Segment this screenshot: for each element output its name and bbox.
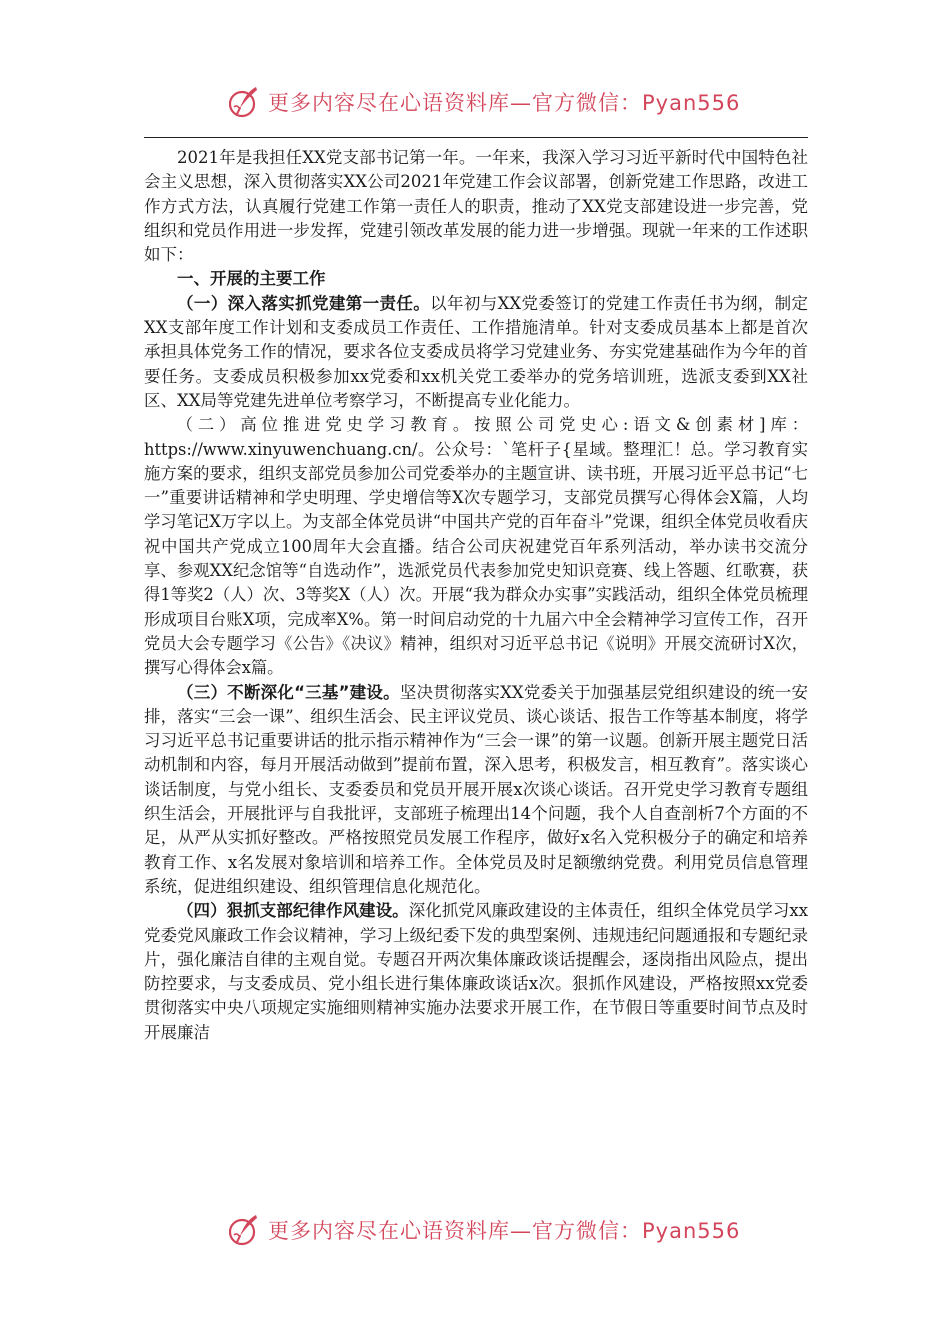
paragraph-4-body: 深化抓党风廉政建设的主体责任，组织全体党员学习xx党委党风廉政工作会议精神，学习上级纪委下发的典型案例、违规违纪问题通报和专题纪录片，强化廉洁自律的主观自觉。专题召开两次集体廉政谈话提醒会，逐岗指出风险点，提出防控要求，与支委成员、党小组长进行集体廉政谈话x次。狠抓作风建设，严格按照xx党委贯彻落实中央八项规定实施细则精神实施办法要求开展工作，在节假日等重要时间节点及时开展廉洁 — [144, 901, 808, 1042]
section-title: 一、开展的主要工作 — [177, 269, 326, 289]
paragraph-2-heading: （二）高位推进党史学习教育。 — [176, 415, 475, 435]
watermark-text: 更多内容尽在心语资料库—官方微信：Pyan556 — [268, 91, 741, 115]
paragraph-1-heading: （一）深入落实抓党建第一责任。 — [177, 293, 431, 313]
paragraph-2 — [144, 413, 808, 680]
paragraph-2-body: 按照公司党史心:语文&创素材]库：https://www.xinyuwenchuang.cn/。公众号：`笔杆子{星域。整理汇！总。学习教育实施方案的要求，组织支部党员参加公司党委举办的主题宣讲、读书班，开展习近平总书记“七一”重要讲话精神和学史明理、学史增信等X次专题学习，支部党员撰写心得体会X篇，人均学习笔记X万字以上。为支部全体党员讲“中国共产党的百年奋斗”党课，组织全体党员收看庆祝中国共产党成立100周年大会直播。结合公司庆祝建党百年系列活动，举办读书交流分享、参观XX纪念馆等“自选动作”，选派党员代表参加党史知识竞赛、线上答题、红歌赛，获得1等奖2（人）次、3等奖X（人）次。开展“我为群众办实事”实践活动，组织全体党员梳理形成项目台账X项，完成率X%。第一时间启动党的十九届六中全会精神学习宣传工作，召开党员大会专题学习《公告》《决议》精神，组织对习近平总书记《说明》开展交流研讨X次，撰写心得体会x篇。 — [144, 415, 808, 678]
quill-pen-logo-icon — [226, 1212, 262, 1248]
section-heading — [144, 267, 808, 291]
paragraph-3-heading: （三）不断深化“三基”建设。 — [177, 682, 400, 702]
paragraph-4 — [144, 899, 808, 1045]
intro-paragraph: 2021年是我担任XX党支部书记第一年。一年来，我深入学习习近平新时代中国特色社会主义思想，深入贯彻落实XX公司2021年党建工作会议部署，创新党建工作思路，改进工作方式方法，认真履行党建工作第一责任人的职责，推动了XX党支部建设进一步完善，党组织和党员作用进一步发挥，党建引领改革发展的能力进一步增强。现就一年来的工作述职如下： — [144, 148, 808, 265]
quill-pen-logo-icon — [226, 84, 262, 120]
header-divider — [144, 137, 808, 138]
paragraph-4-heading: （四）狠抓支部纪律作风建设。 — [177, 901, 409, 921]
document-body — [144, 146, 808, 1045]
watermark-text: 更多内容尽在心语资料库—官方微信：Pyan556 — [268, 1219, 741, 1243]
paragraph-1-body: 以年初与XX党委签订的党建工作责任书为纲，制定XX支部年度工作计划和支委成员工作责任、工作措施清单。针对支委成员基本上都是首次承担具体党务工作的情况，要求各位支委成员将学习党建业务、夯实党建基础作为今年的首要任务。支委成员积极参加xx党委和xx机关党工委举办的党务培训班，选派支委到XX社区、XX局等党建先进单位考察学习，不断提高专业化能力。 — [144, 293, 808, 410]
footer-watermark-banner — [226, 1210, 746, 1250]
paragraph-3-body: 坚决贯彻落实XX党委关于加强基层党组织建设的统一安排，落实“三会一课”、组织生活会、民主评议党员、谈心谈话、报告工作等基本制度，将学习习近平总书记重要讲话的批示指示精神作为“三会一课”的第一议题。创新开展主题党日活动机制和内容，每月开展活动做到”提前布置，深入思考，积极发言，相互教育”。落实谈心谈话制度，与党小组长、支委委员和党员开展开展x次谈心谈话。召开党史学习教育专题组织生活会，开展批评与自我批评，支部班子梳理出14个问题，我个人自查剖析7个方面的不足，从严从实抓好整改。严格按照党员发展工作程序，做好x名入党积极分子的确定和培养教育工作、x名发展对象培训和培养工作。全体党员及时足额缴纳党费。利用党员信息管理系统，促进组织建设、组织管理信息化规范化。 — [144, 682, 808, 896]
paragraph-3 — [144, 681, 808, 900]
header-watermark-banner — [226, 82, 746, 122]
paragraph-1 — [144, 292, 808, 413]
